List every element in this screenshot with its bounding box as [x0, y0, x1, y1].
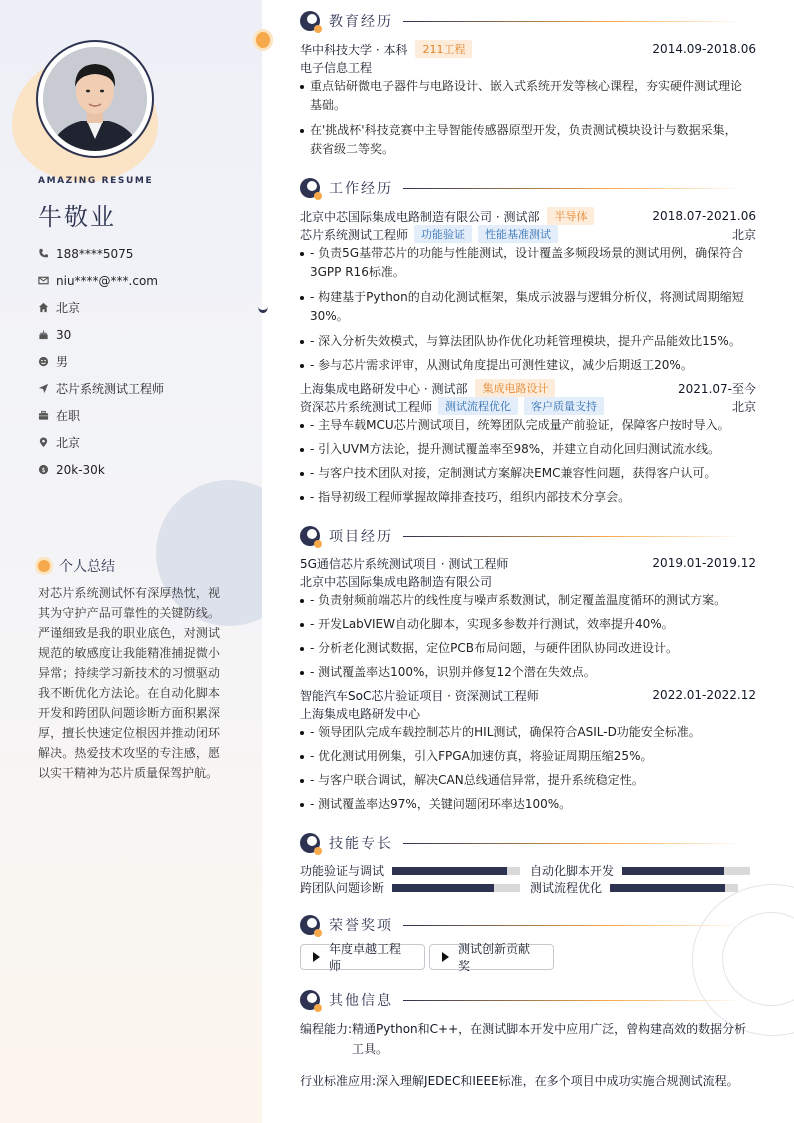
project-date: 2022.01-2022.12 [652, 688, 756, 702]
section-divider [403, 188, 744, 189]
education-date: 2014.09-2018.06 [652, 42, 756, 56]
avatar-portrait-icon [43, 47, 147, 151]
other-label: 行业标准应用: [300, 1074, 377, 1088]
job-company: 上海集成电路研发中心 · 测试部 [300, 381, 468, 396]
info-text: 188****5075 [56, 246, 134, 261]
sidebar [0, 0, 262, 1123]
list-item: - 指导初级工程师掌握故障排查技巧，组织内部技术分享会。 [300, 488, 746, 507]
education-heading [300, 10, 756, 32]
location-pin-icon [38, 437, 49, 448]
cake-icon [38, 329, 49, 340]
skill-item [300, 862, 520, 879]
money-icon [38, 464, 49, 475]
gender-icon [38, 356, 49, 367]
skill-item [530, 862, 750, 879]
summary-dot-icon [38, 560, 50, 572]
section-title: 工作经历 [329, 181, 393, 197]
job-company: 北京中芯国际集成电路制造有限公司 · 测试部 [300, 209, 540, 224]
project-org: 北京中芯国际集成电路制造有限公司 [300, 574, 493, 589]
job-role-row [300, 397, 756, 415]
info-text: 30 [56, 327, 72, 342]
info-text: 男 [56, 355, 69, 369]
education-row [300, 40, 756, 58]
decor-dot [256, 32, 270, 48]
send-icon [38, 383, 49, 394]
award-name: 年度卓越工程师 [329, 942, 402, 973]
list-item: - 构建基于Python的自动化测试框架，集成示波器与逻辑分析仪，将测试周期缩短30%。 [300, 288, 746, 326]
project-header [300, 554, 756, 572]
projects-heading [300, 525, 756, 547]
info-city [38, 429, 258, 456]
info-home [38, 294, 258, 321]
job-skill-tag: 功能验证 [414, 225, 472, 243]
section-icon [300, 526, 320, 546]
skill-name: 自动化脚本开发 [530, 864, 615, 878]
section-title: 项目经历 [329, 529, 393, 545]
project-name: 5G通信芯片系统测试项目 · 测试工程师 [300, 556, 509, 571]
job-skill-tag: 测试流程优化 [438, 397, 518, 415]
list-item: - 深入分析失效模式，与算法团队协作优化功耗管理模块，提升产品能效比15%。 [300, 332, 746, 351]
skill-name: 功能验证与调试 [300, 864, 385, 878]
info-salary [38, 456, 258, 483]
section-icon [300, 915, 320, 935]
info-text: 北京 [56, 301, 81, 315]
play-triangle-icon [313, 952, 320, 962]
section-title: 其他信息 [329, 993, 393, 1009]
skills-heading [300, 832, 756, 854]
award-name: 测试创新贡献奖 [458, 942, 531, 973]
other-text: 深入理解JEDEC和IEEE标准，在多个项目中成功实施合规测试流程。 [376, 1074, 739, 1088]
list-item: - 测试覆盖率达97%，关键问题闭环率达100%。 [300, 795, 746, 814]
summary-text: 对芯片系统测试怀有深厚热忱，视其为守护产品可靠性的关键防线。严谨细致是我的职业底色，对测试规范的敏感度让我能精准捕捉微小异常；持续学习新技术的习惯驱动我不断优化方法论。在自动化脚本开发和跨团队问题诊断方面积累深厚，擅长快速定位根因并推动闭环解决。热爱技术攻坚的专注感，愿以实干精神为芯片质量保驾护航。 [38, 586, 220, 780]
section-title: 教育经历 [329, 14, 393, 30]
other-item [300, 1071, 756, 1091]
other-item [300, 1019, 756, 1059]
project-name: 智能汽车SoC芯片验证项目 · 资深测试工程师 [300, 688, 539, 703]
school-name: 华中科技大学 · 本科 [300, 42, 408, 57]
job-industry-tag: 半导体 [547, 207, 594, 225]
list-item: - 参与芯片需求评审，从测试角度提出可测性建议，减少后期返工20%。 [300, 356, 746, 375]
summary-title: 个人总结 [59, 559, 115, 575]
other-text: 精通Python和C++，在测试脚本开发中应用广泛，曾构建高效的数据分析工具。 [352, 1022, 747, 1056]
list-item: 在'挑战杯'科技竞赛中主导智能传感器原型开发，负责测试模块设计与数据采集，获省级二等奖。 [300, 121, 746, 159]
list-item: - 优化测试用例集，引入FPGA加速仿真，将验证周期压缩25%。 [300, 747, 746, 766]
section-divider [403, 925, 744, 926]
skill-item [300, 879, 520, 896]
award-badge [429, 942, 554, 973]
job-city: 北京 [731, 399, 756, 414]
avatar [43, 47, 147, 151]
project-header [300, 686, 756, 704]
other-heading [300, 989, 756, 1011]
info-text: niu****@***.com [56, 273, 158, 288]
info-email [38, 267, 258, 294]
education-major: 电子信息工程 [300, 60, 373, 75]
summary-heading [36, 556, 115, 576]
skill-bar [610, 884, 738, 892]
project-date: 2019.01-2019.12 [652, 556, 756, 570]
skill-name: 跨团队问题诊断 [300, 881, 385, 895]
section-icon [300, 178, 320, 198]
skill-bar-fill [392, 867, 507, 875]
work-heading [300, 177, 756, 199]
section-divider [403, 843, 744, 844]
info-position [38, 375, 258, 402]
project-org-row [300, 572, 756, 590]
briefcase-icon [38, 410, 49, 421]
candidate-name: 牛敬业 [38, 203, 116, 231]
project-org: 上海集成电路研发中心 [300, 706, 421, 721]
other-label: 编程能力: [300, 1022, 353, 1036]
list-item: - 测试覆盖率达100%，识别并修复12个潜在失效点。 [300, 663, 746, 682]
skill-bar [392, 867, 520, 875]
section-icon [300, 833, 320, 853]
job-header [300, 207, 756, 225]
list-item: - 引入UVM方法论，提升测试覆盖率至98%，并建立自动化回归测试流水线。 [300, 440, 746, 459]
job-city: 北京 [731, 227, 756, 242]
list-item: - 开发LabVIEW自动化脚本，实现多参数并行测试，效率提升40%。 [300, 615, 746, 634]
list-item: - 与客户技术团队对接，定制测试方案解决EMC兼容性问题，获得客户认可。 [300, 464, 746, 483]
info-status [38, 402, 258, 429]
info-gender [38, 348, 258, 375]
award-badge [300, 942, 425, 973]
section-divider [403, 536, 744, 537]
list-item: - 主导车载MCU芯片测试项目，统筹团队完成量产前验证，保障客户按时导入。 [300, 416, 746, 435]
education-major-row [300, 58, 756, 76]
job-role-row [300, 225, 756, 243]
job-skill-tag: 客户质量支持 [524, 397, 604, 415]
decor-arc [258, 300, 268, 313]
contact-info [38, 240, 258, 483]
skill-bar-fill [610, 884, 725, 892]
job-date: 2018.07-2021.06 [652, 209, 756, 223]
skill-name: 测试流程优化 [530, 881, 603, 895]
skill-bar-fill [392, 884, 494, 892]
skill-bar [622, 867, 750, 875]
job-role: 资深芯片系统测试工程师 [300, 399, 433, 414]
resume-tagline: AMAZING RESUME [38, 176, 154, 186]
info-phone [38, 240, 258, 267]
info-text: 芯片系统测试工程师 [56, 382, 165, 396]
info-text: 北京 [56, 436, 81, 450]
info-text: 20k-30k [56, 462, 105, 477]
honors-heading [300, 914, 756, 936]
section-icon [300, 11, 320, 31]
section-divider [403, 21, 744, 22]
section-icon [300, 990, 320, 1010]
job-date: 2021.07-至今 [678, 381, 756, 396]
job-header [300, 379, 756, 397]
section-title: 技能专长 [329, 836, 393, 852]
skill-item [530, 879, 738, 896]
info-text: 在职 [56, 409, 81, 423]
list-item: - 与客户联合调试，解决CAN总线通信异常，提升系统稳定性。 [300, 771, 746, 790]
play-triangle-icon [442, 952, 449, 962]
section-title: 荣誉奖项 [329, 918, 393, 934]
mail-icon [38, 275, 49, 286]
info-age [38, 321, 258, 348]
svg-text:$: $ [41, 465, 46, 474]
list-item: - 领导团队完成车载控制芯片的HIL测试，确保符合ASIL-D功能安全标准。 [300, 723, 746, 742]
home-icon [38, 302, 49, 313]
job-skill-tag: 性能基准测试 [478, 225, 558, 243]
list-item: 重点钻研微电子器件与电路设计、嵌入式系统开发等核心课程，夯实硬件测试理论基础。 [300, 77, 746, 115]
skill-bar-fill [622, 867, 724, 875]
job-role: 芯片系统测试工程师 [300, 227, 409, 242]
job-industry-tag: 集成电路设计 [475, 379, 555, 397]
list-item: - 分析老化测试数据，定位PCB布局问题，与硬件团队协同改进设计。 [300, 639, 746, 658]
school-tag: 211工程 [415, 40, 472, 58]
phone-icon [38, 248, 49, 259]
list-item: - 负责5G基带芯片的功能与性能测试，设计覆盖多频段场景的测试用例，确保符合3GPP R16标准。 [300, 244, 746, 282]
skill-bar [392, 884, 520, 892]
list-item: - 负责射频前端芯片的线性度与噪声系数测试，制定覆盖温度循环的测试方案。 [300, 591, 746, 610]
project-org-row [300, 704, 756, 722]
section-divider [403, 1000, 744, 1001]
